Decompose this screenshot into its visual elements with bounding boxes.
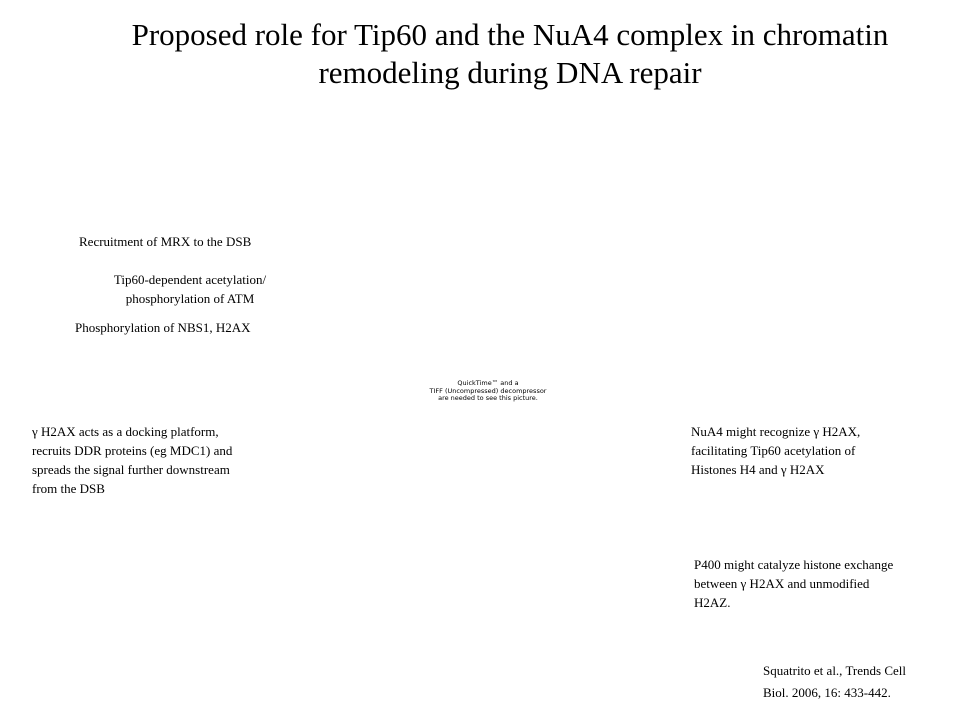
step-nbs1-phosphorylation: Phosphorylation of NBS1, H2AX: [75, 320, 251, 335]
placeholder-line-2: TIFF (Uncompressed) decompressor: [429, 386, 547, 395]
citation-line-1: Squatrito et al., Trends Cell: [763, 663, 906, 678]
gamma-h2ax-docking-note: [32, 422, 232, 498]
slide-title: [60, 16, 960, 92]
p400-note-line-2: between γ H2AX and unmodified: [694, 576, 870, 591]
slide-title-line-2: remodeling during DNA repair: [318, 55, 702, 90]
p400-note-line-1: P400 might catalyze histone exchange: [694, 557, 894, 572]
nua4-recognition-note: [691, 422, 860, 479]
missing-image-placeholder: [418, 380, 558, 403]
left-note-line-4: from the DSB: [32, 481, 105, 496]
step-atm-line-2: phosphorylation of ATM: [125, 291, 255, 306]
citation: [763, 660, 906, 704]
right-note-line-3: Histones H4 and γ H2AX: [691, 462, 825, 477]
right-note-line-2: facilitating Tip60 acetylation of: [691, 443, 856, 458]
left-note-line-1: γ H2AX acts as a docking platform,: [32, 424, 219, 439]
p400-exchange-note: [694, 555, 893, 612]
left-note-line-2: recruits DDR proteins (eg MDC1) and: [32, 443, 233, 458]
step-atm-acetylation: [85, 270, 295, 308]
step-mrx-recruitment: Recruitment of MRX to the DSB: [79, 234, 252, 249]
placeholder-line-1: QuickTime™ and a: [457, 379, 519, 387]
p400-note-line-3: H2AZ.: [694, 595, 731, 610]
left-note-line-3: spreads the signal further downstream: [32, 462, 230, 477]
citation-line-2: Biol. 2006, 16: 433-442.: [763, 685, 891, 700]
step-atm-line-1: Tip60-dependent acetylation/: [113, 272, 267, 287]
slide-title-line-1: Proposed role for Tip60 and the NuA4 complex in chromatin: [131, 17, 889, 52]
placeholder-line-3: are needed to see this picture.: [438, 394, 538, 402]
right-note-line-1: NuA4 might recognize γ H2AX,: [691, 424, 861, 439]
